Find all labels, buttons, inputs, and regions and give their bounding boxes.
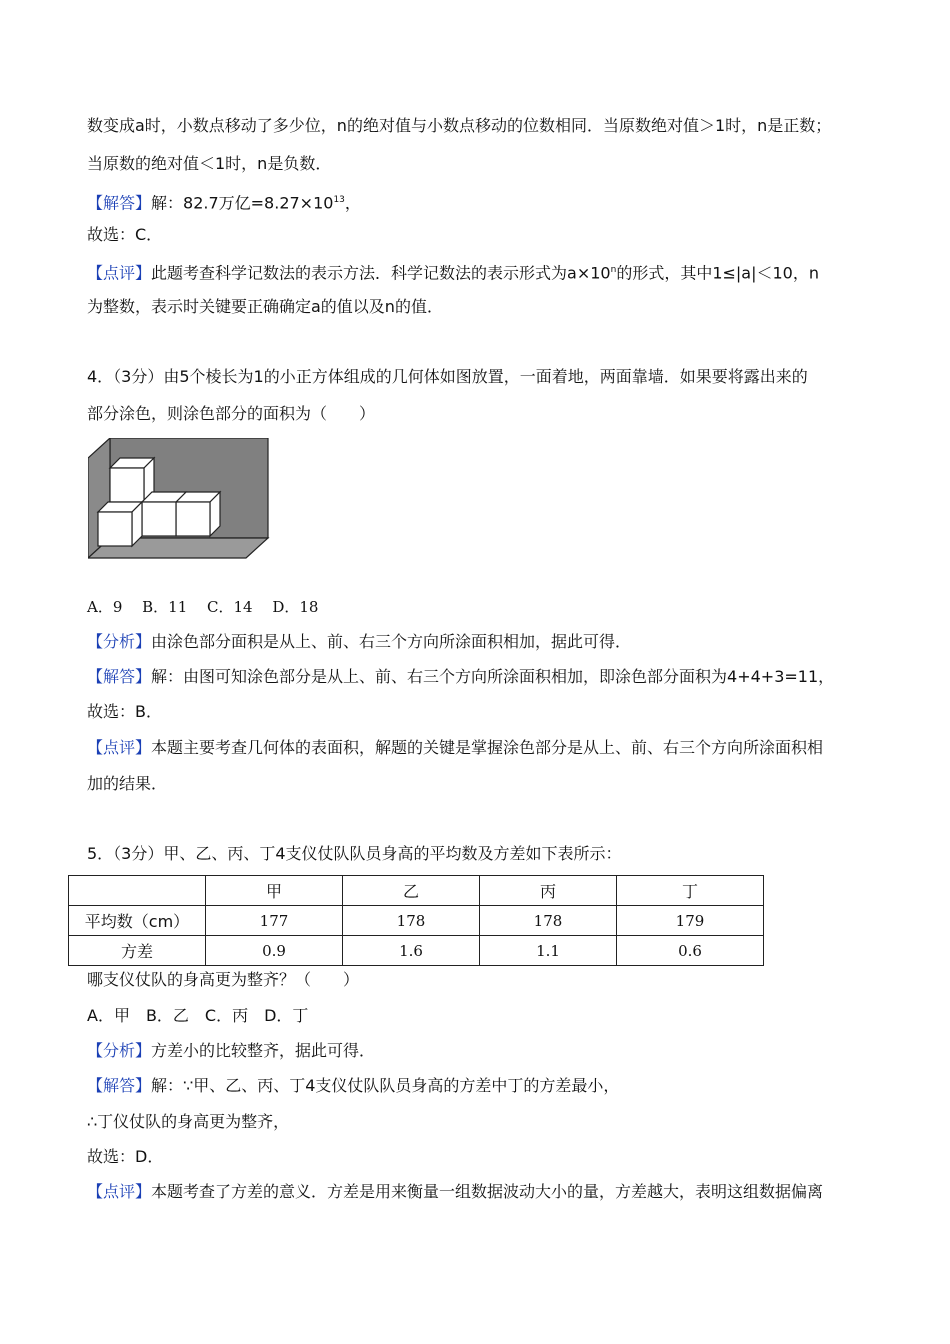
comment-text: 此题考查科学记数法的表示方法．科学记数法的表示形式为a×10: [151, 263, 611, 283]
choice-line: 故选：C．: [87, 225, 163, 244]
q4-choice: 故选：B．: [87, 702, 162, 721]
table-cell: 179: [617, 906, 764, 936]
table-row-label: 平均数（cm）: [69, 906, 206, 936]
q4-options: A．9 B．11 C．14 D．18: [87, 598, 319, 616]
table-row-label: 方差: [69, 936, 206, 966]
exponent: 13: [333, 195, 345, 205]
solution-text: 解：由图可知涂色部分是从上、前、右三个方向所涂面积相加，即涂色部分面积为4+4+3=11，: [151, 667, 835, 686]
table-header-cell: 乙: [343, 876, 480, 906]
solution-text: 解：82.7万亿=8.27×10: [151, 193, 334, 213]
q5-stem: 5．（3分）甲、乙、丙、丁4支仪仗队队员身高的平均数及方差如下表所示：: [87, 844, 622, 863]
q5-answer: [87, 1075, 619, 1097]
table-header-cell: [69, 876, 206, 906]
table-header-row: [69, 876, 764, 906]
text-line: 为整数，表示时关键要正确确定a的值以及n的值．: [87, 297, 443, 316]
exponent: n: [610, 265, 617, 275]
analysis-tag: 【分析】: [87, 632, 152, 651]
q5-choice: 故选：D．: [87, 1147, 164, 1166]
q5-comment: [87, 1181, 823, 1203]
text-line: 当原数的绝对值＜1时，n是负数．: [87, 154, 332, 173]
table-cell: 178: [480, 906, 617, 936]
solution-tag: 【解答】: [87, 1076, 152, 1095]
table-header-cell: 甲: [206, 876, 343, 906]
q5-analysis: [87, 1040, 375, 1062]
table-cell: 177: [206, 906, 343, 936]
solution-tag: 【解答】: [87, 193, 152, 213]
table-cell: 0.9: [206, 936, 343, 966]
comment-tag: 【点评】: [87, 738, 152, 757]
q4-comment: [87, 737, 823, 759]
q5-therefore: ∴丁仪仗队的身高更为整齐，: [87, 1112, 290, 1131]
comment-tag: 【点评】: [87, 263, 152, 283]
cube-figure: [88, 438, 270, 566]
q5-options: A．甲 B．乙 C．丙 D．丁: [87, 1006, 309, 1025]
q5-question: 哪支仪仗队的身高更为整齐？（ ）: [87, 970, 360, 989]
q4-comment-cont: 加的结果．: [87, 774, 168, 793]
q4-stem: 4．（3分）由5个棱长为1的小正方体组成的几何体如图放置，一面着地，两面靠墙．如果要将露出来的: [87, 367, 808, 386]
table-cell: 1.1: [480, 936, 617, 966]
solution-line: [87, 189, 361, 214]
comment-text: 本题考查了方差的意义．方差是用来衡量一组数据波动大小的量，方差越大，表明这组数据偏离: [151, 1182, 824, 1201]
q4-stem: 部分涂色，则涂色部分的面积为（ ）: [87, 404, 376, 423]
table-cell: 178: [343, 906, 480, 936]
analysis-text: 方差小的比较整齐，据此可得．: [151, 1041, 376, 1060]
cube-diagram: [88, 438, 270, 562]
comment-line: [87, 259, 819, 284]
table-cell: 0.6: [617, 936, 764, 966]
solution-text: 解：∵甲、乙、丙、丁4支仪仗队队员身高的方差中丁的方差最小，: [151, 1076, 620, 1095]
punctuation: ，: [344, 193, 361, 213]
table-row: [69, 936, 764, 966]
table-row: [69, 906, 764, 936]
comment-text: 的形式，其中1≤|a|＜10，n: [616, 263, 819, 283]
q4-analysis: [87, 631, 631, 653]
comment-tag: 【点评】: [87, 1182, 152, 1201]
analysis-text: 由涂色部分面积是从上、前、右三个方向所涂面积相加，据此可得．: [151, 632, 632, 651]
solution-tag: 【解答】: [87, 667, 152, 686]
table-cell: 1.6: [343, 936, 480, 966]
stats-table: [68, 875, 764, 966]
table-header-cell: 丙: [480, 876, 617, 906]
table-header-cell: 丁: [617, 876, 764, 906]
q4-answer: [87, 666, 834, 688]
analysis-tag: 【分析】: [87, 1041, 152, 1060]
text-line: 数变成a时，小数点移动了多少位，n的绝对值与小数点移动的位数相同．当原数绝对值＞1时，n是正数；: [87, 116, 832, 135]
comment-text: 本题主要考查几何体的表面积，解题的关键是掌握涂色部分是从上、前、右三个方向所涂面积相: [151, 738, 824, 757]
